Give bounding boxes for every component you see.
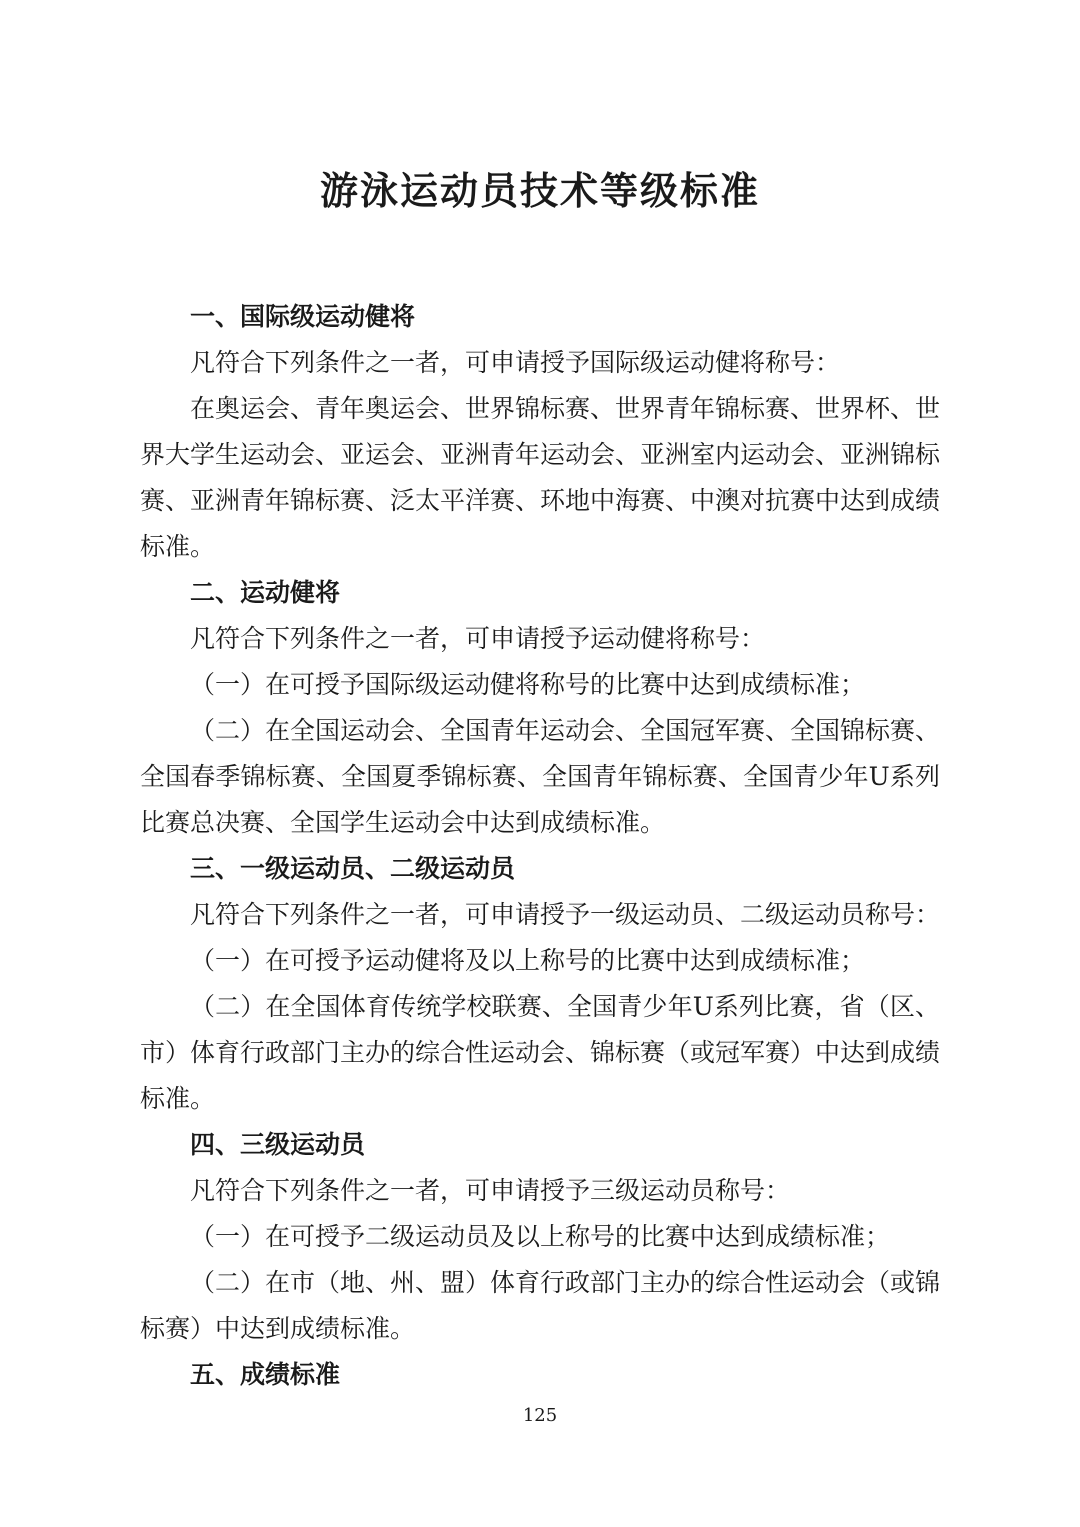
- paragraph: 凡符合下列条件之一者，可申请授予三级运动员称号：: [190, 1176, 791, 1205]
- paragraph: 凡符合下列条件之一者，可申请授予运动健将称号：: [190, 624, 766, 653]
- paragraph: 凡符合下列条件之一者，可申请授予国际级运动健将称号：: [190, 348, 841, 377]
- section-heading: 一、国际级运动健将: [190, 302, 416, 331]
- section-heading: 五、成绩标准: [190, 1360, 341, 1389]
- paragraph: （一）在可授予国际级运动健将称号的比赛中达到成绩标准；: [190, 670, 866, 699]
- section-heading: 三、一级运动员、二级运动员: [190, 854, 516, 883]
- section-heading: 四、三级运动员: [190, 1130, 366, 1159]
- document-title: 游泳运动员技术等级标准: [319, 168, 760, 213]
- paragraph: （一）在可授予运动健将及以上称号的比赛中达到成绩标准；: [190, 946, 866, 975]
- section-heading: 二、运动健将: [190, 578, 341, 607]
- paragraph: 在奥运会、青年奥运会、世界锦标赛、世界青年锦标赛、世界杯、世界大学生运动会、亚运会、亚洲青年运动会、亚洲室内运动会、亚洲锦标赛、亚洲青年锦标赛、泛太平洋赛、环地中海赛、中澳对抗赛中达到成绩标准。: [140, 394, 941, 561]
- paragraph: 凡符合下列条件之一者，可申请授予一级运动员、二级运动员称号：: [190, 900, 941, 929]
- paragraph: （二）在市（地、州、盟）体育行政部门主办的综合性运动会（或锦标赛）中达到成绩标准。: [140, 1268, 941, 1343]
- document-body: [140, 294, 940, 1398]
- paragraph: （二）在全国体育传统学校联赛、全国青少年U系列比赛，省（区、市）体育行政部门主办的综合性运动会、锦标赛（或冠军赛）中达到成绩标准。: [140, 992, 941, 1113]
- paragraph: （二）在全国运动会、全国青年运动会、全国冠军赛、全国锦标赛、全国春季锦标赛、全国夏季锦标赛、全国青年锦标赛、全国青少年U系列比赛总决赛、全国学生运动会中达到成绩标准。: [140, 716, 941, 837]
- paragraph: （一）在可授予二级运动员及以上称号的比赛中达到成绩标准；: [190, 1222, 891, 1251]
- page-number: 125: [522, 1405, 558, 1426]
